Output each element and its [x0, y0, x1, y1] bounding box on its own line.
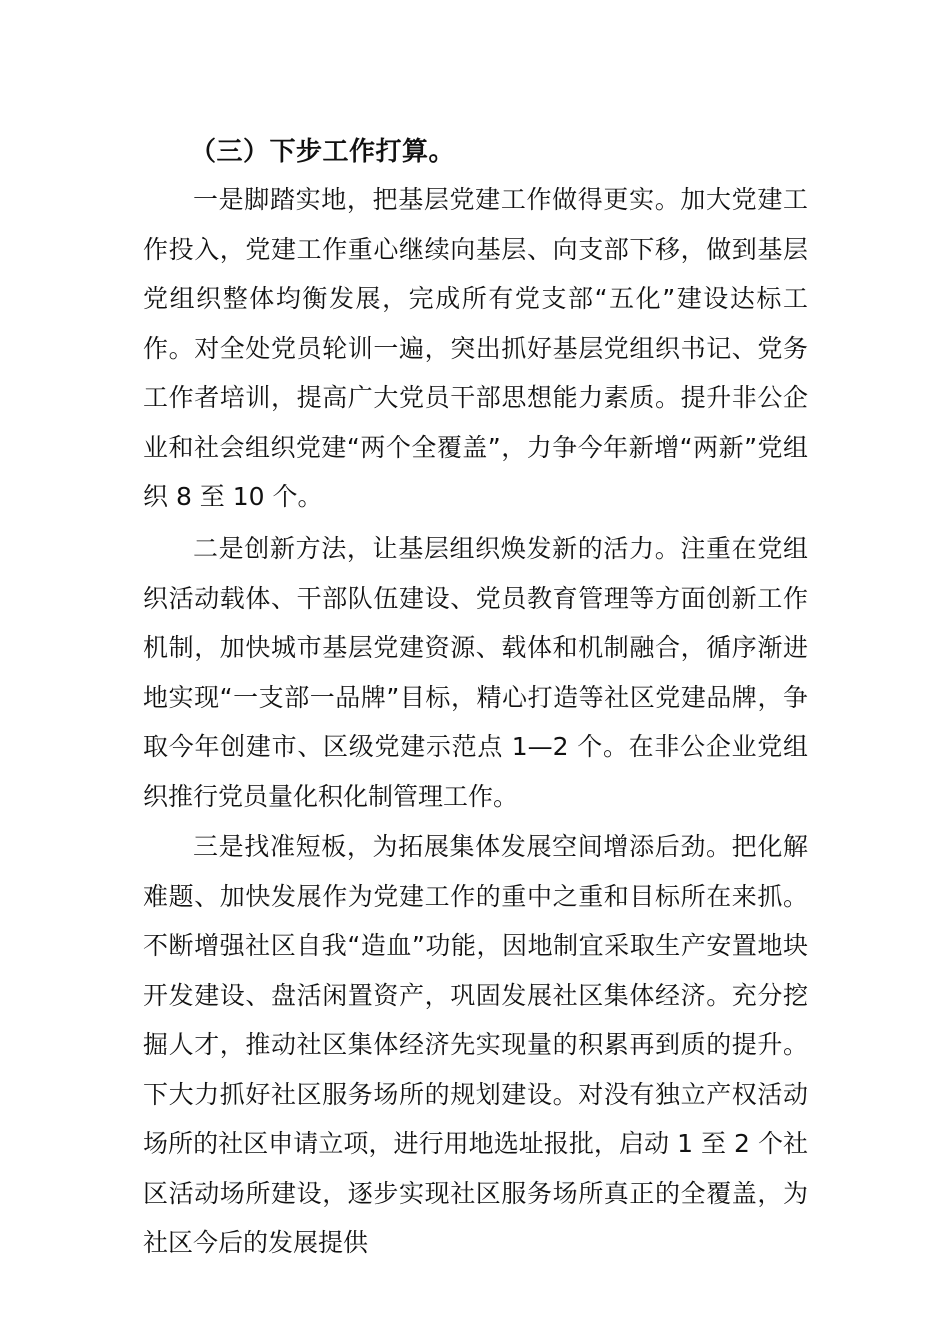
paragraph-2: 二是创新方法，让基层组织焕发新的活力。注重在党组织活动载体、干部队伍建设、党员教育管理等方面创新工作机制，加快城市基层党建资源、载体和机制融合，循序渐进地实现“一支部一品牌”目标，精心打造等社区党建品牌，争取今年创建市、区级党建示范点 1—2 个。在非公企业党组织推行党员量化积化制管理工作。 [143, 534, 808, 811]
paragraph-1: 一是脚踏实地，把基层党建工作做得更实。加大党建工作投入，党建工作重心继续向基层、向支部下移，做到基层党组织整体均衡发展，完成所有党支部“五化”建设达标工作。对全处党员轮训一遍，突出抓好基层党组织书记、党务工作者培训，提高广大党员干部思想能力素质。提升非公企业和社会组织党建“两个全覆盖”，力争今年新增“两新”党组织 8 至 10 个。 [143, 185, 808, 511]
section-heading: （三）下步工作打算。 [190, 137, 456, 167]
paragraph-3: 三是找准短板，为拓展集体发展空间增添后劲。把化解难题、加快发展作为党建工作的重中之重和目标所在来抓。不断增强社区自我“造血”功能，因地制宜采取生产安置地块开发建设、盘活闲置资产，巩固发展社区集体经济。充分挖掘人才，推动社区集体经济先实现量的积累再到质的提升。下大力抓好社区服务场所的规划建设。对没有独立产权活动场所的社区申请立项，进行用地选址报批，启动 1 至 2 个社区活动场所建设，逐步实现社区服务场所真正的全覆盖，为社区今后的发展提供 [143, 832, 808, 1257]
